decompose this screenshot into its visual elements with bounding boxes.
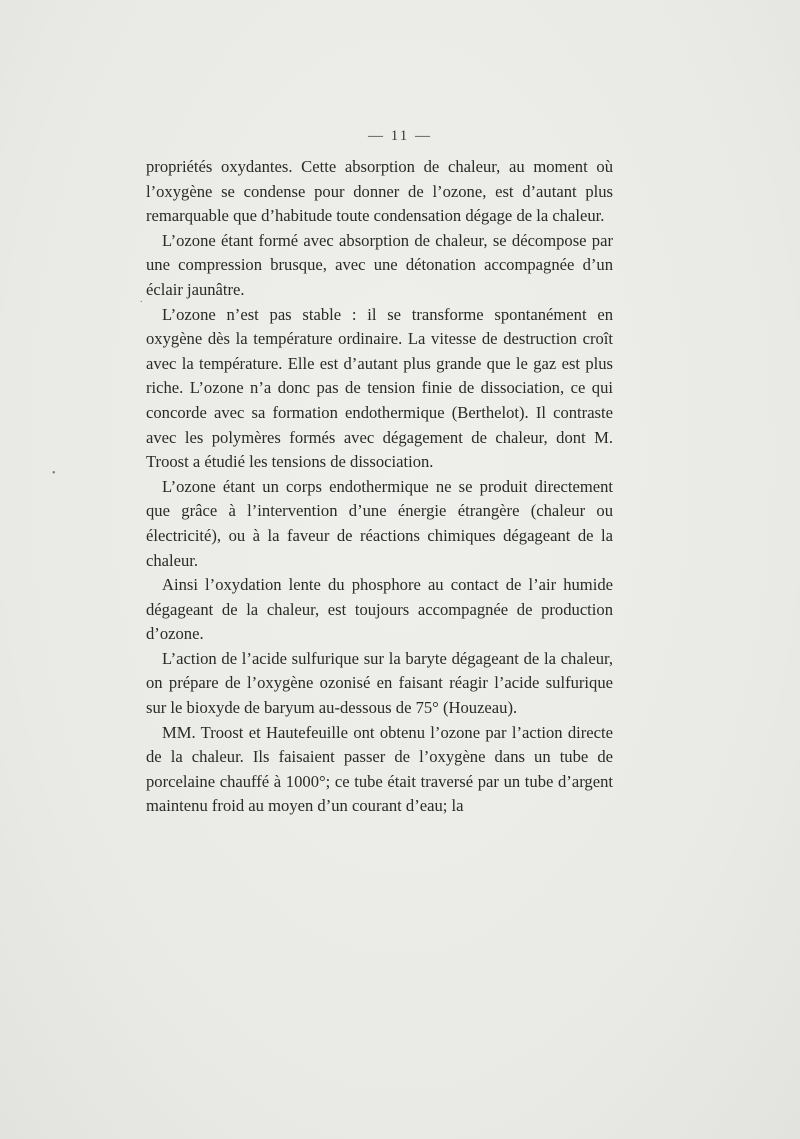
- paragraph: L’action de l’acide sulfurique sur la baryte dégageant de la chaleur, on prépare de l’oxygène ozonisé en faisant réagir l’acide sulfurique sur le bioxyde de baryum au-dessous de 75° (Houzeau).: [146, 648, 613, 718]
- paragraph: MM. Troost et Hautefeuille ont obtenu l’ozone par l’action directe de la chaleur. Ils faisaient passer de l’oxygène dans un tube de porcelaine chauffé à 1000°; ce tube était traversé par un tube d’argent maintenu froid au moyen d’un courant d’eau; la: [146, 722, 613, 816]
- margin-speck: •: [52, 468, 56, 479]
- margin-speck: .: [140, 294, 143, 305]
- paragraph: L’ozone étant formé avec absorption de chaleur, se décompose par une compression brusque, avec une détonation accompagnée d’un éclair jaunâtre.: [146, 230, 613, 299]
- paragraph: L’ozone n’est pas stable : il se transforme spontanément en oxygène dès la température ordinaire. La vitesse de destruction croît avec la température. Elle est d’autant plus grande que le gaz est plus riche. L’ozone n’a donc pas de tension finie de dissociation, ce qui concorde avec sa formation endothermique (Berthelot). Il contraste avec les polymères formés avec dégagement de chaleur, dont M. Troost a étudié les tensions de dissociation.: [146, 304, 613, 472]
- body-text: [146, 155, 613, 819]
- page-number: — 11 —: [368, 128, 432, 144]
- paragraph: propriétés oxydantes. Cette absorption de chaleur, au moment où l’oxygène se condense pour donner de l’ozone, est d’autant plus remarquable que d’habitude toute condensation dégage de la chaleur.: [146, 157, 613, 226]
- paragraph: L’ozone étant un corps endothermique ne se produit directement que grâce à l’intervention d’une énergie étrangère (chaleur ou électricité), ou à la faveur de réactions chimiques dégageant de la chaleur.: [146, 476, 613, 570]
- paragraph: Ainsi l’oxydation lente du phosphore au contact de l’air humide dégageant de la chaleur, est toujours accompagnée de production d’ozone.: [146, 575, 613, 644]
